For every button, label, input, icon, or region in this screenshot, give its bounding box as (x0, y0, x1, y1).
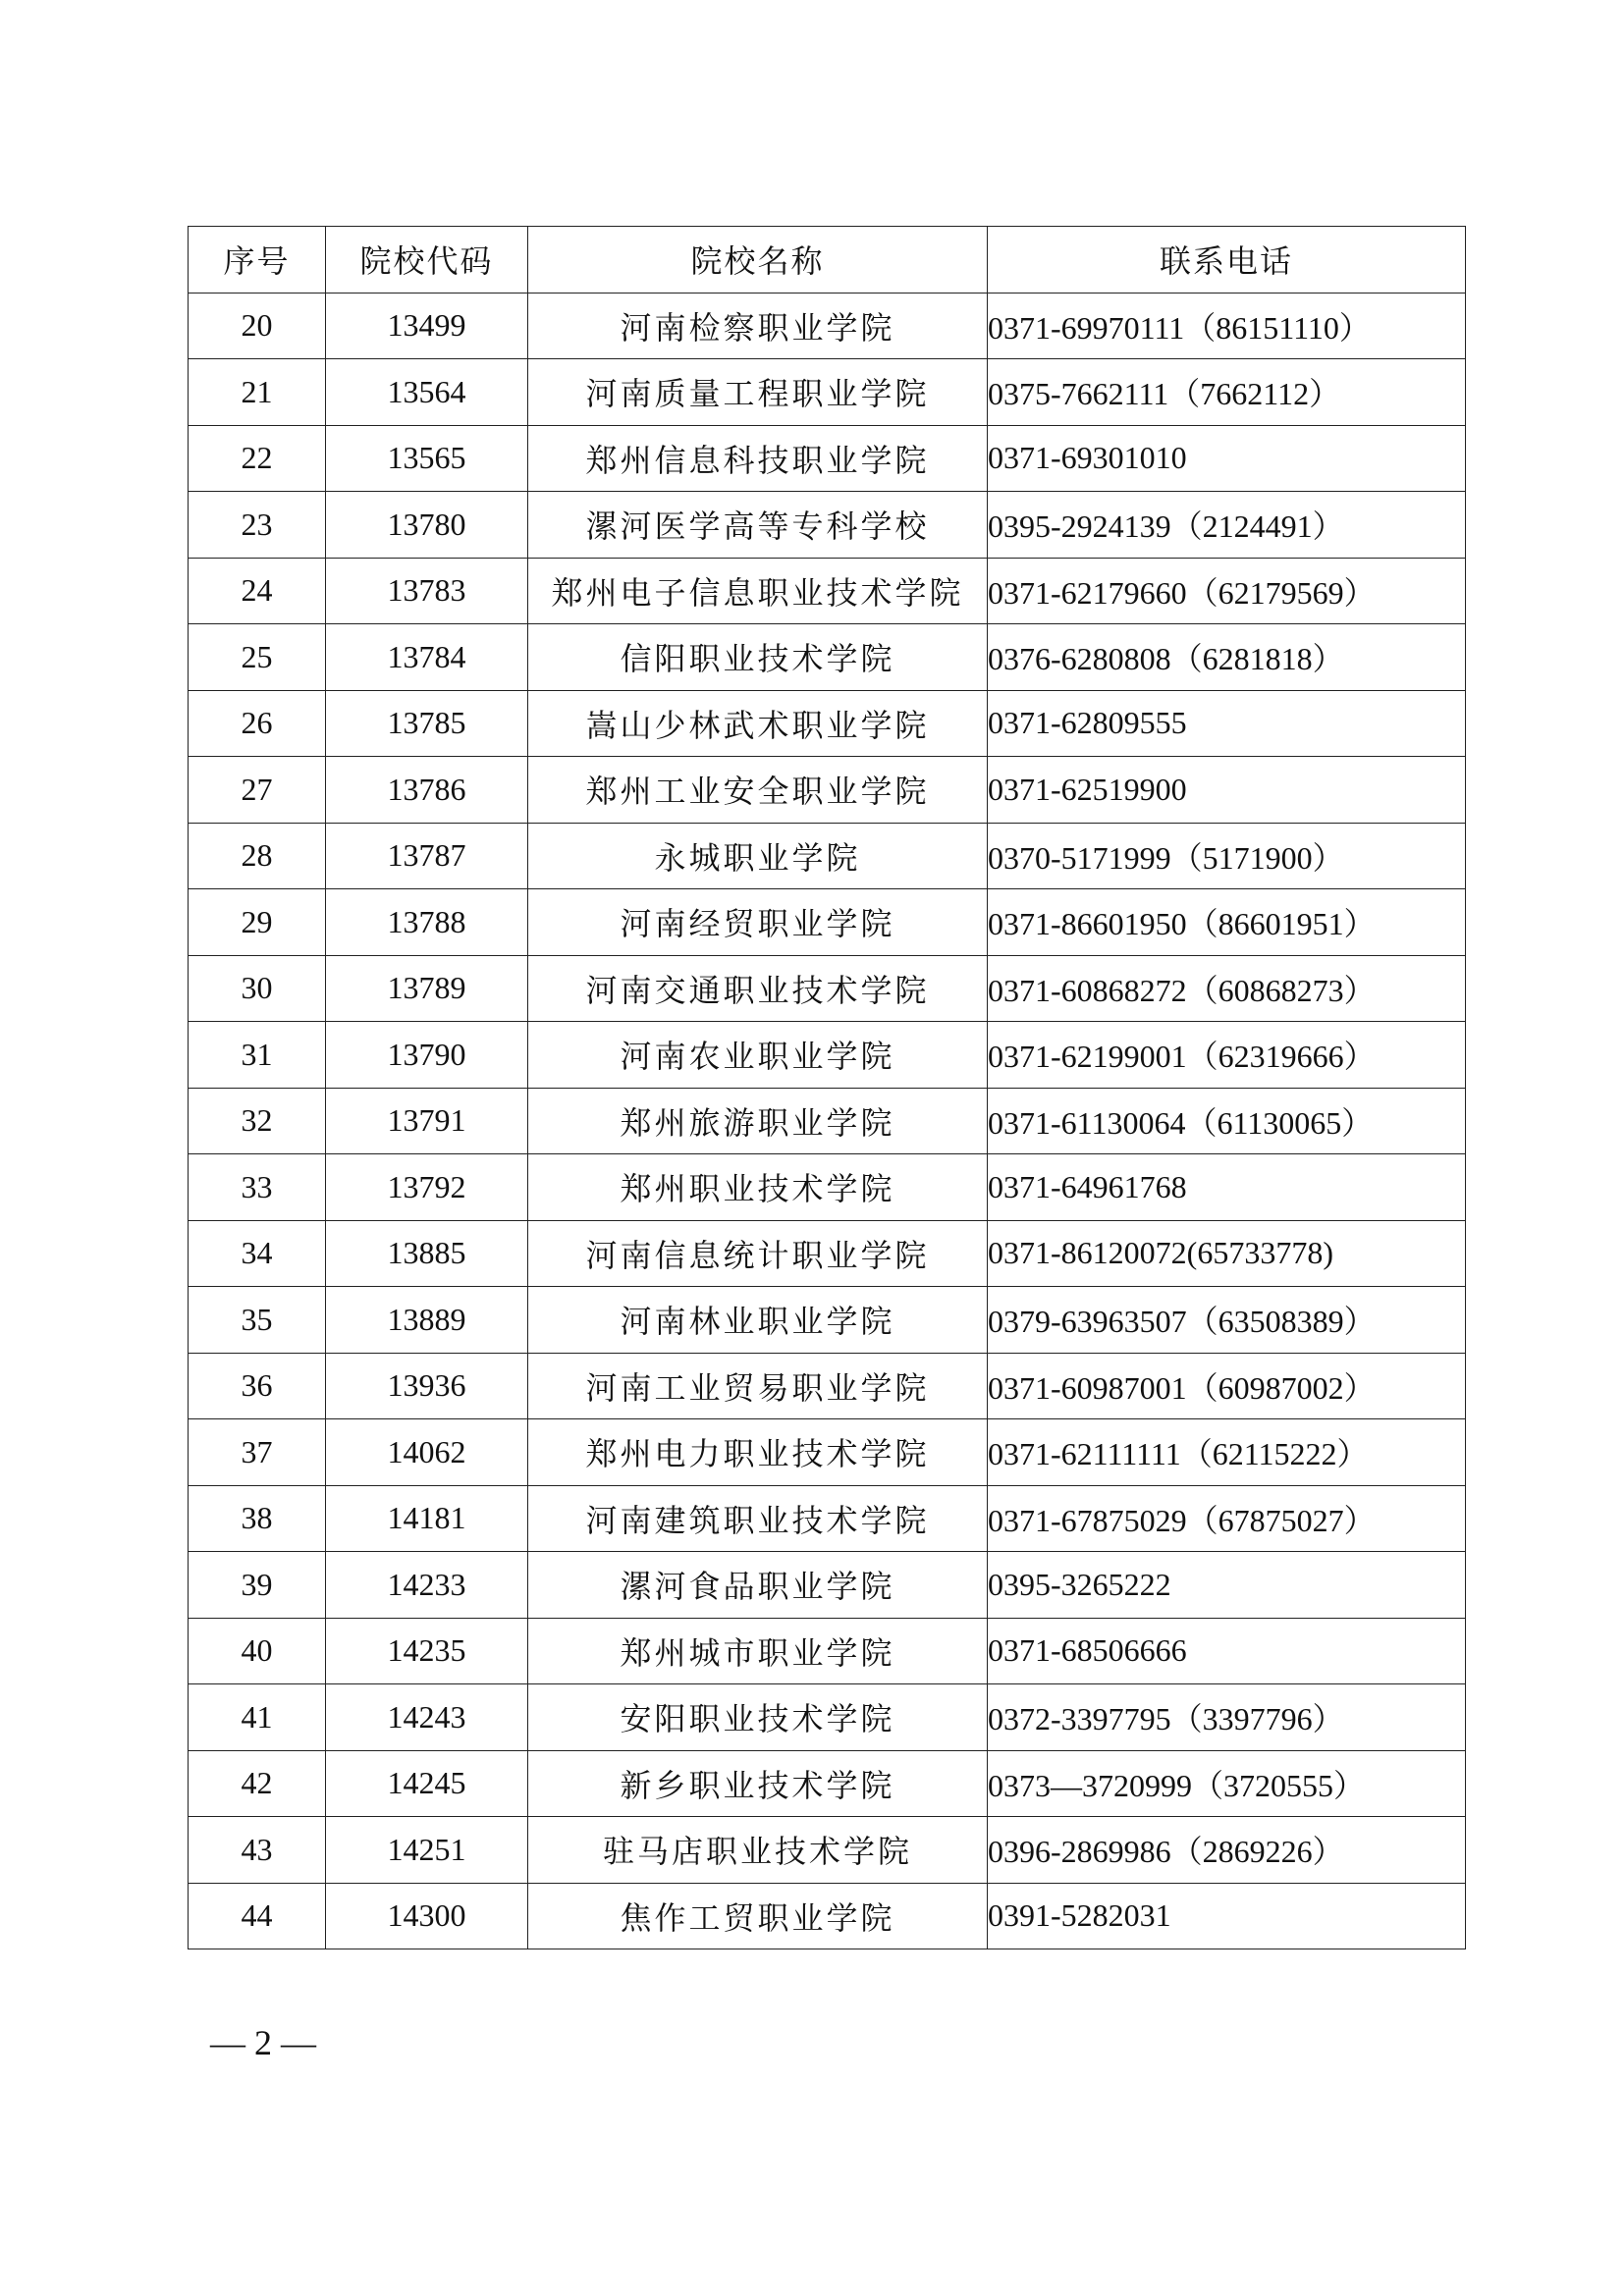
serial-number-cell: 31 (189, 1022, 326, 1089)
serial-number-cell: 22 (189, 425, 326, 492)
table-row (189, 1485, 1466, 1552)
serial-number-cell: 43 (189, 1817, 326, 1884)
serial-number-cell: 40 (189, 1618, 326, 1684)
contact-phone-cell: 0371-69970111（86151110） (988, 293, 1466, 359)
school-name-cell: 河南农业职业学院 (528, 1022, 988, 1089)
school-code-cell: 14300 (326, 1883, 528, 1949)
table-row (189, 293, 1466, 359)
school-name-cell: 郑州信息科技职业学院 (528, 425, 988, 492)
contact-phone-cell: 0371-62111111（62115222） (988, 1419, 1466, 1486)
contact-phone-cell: 0371-64961768 (988, 1154, 1466, 1221)
contact-phone-cell: 0395-2924139（2124491） (988, 492, 1466, 559)
table-row (189, 1088, 1466, 1154)
school-code-cell: 14251 (326, 1817, 528, 1884)
school-name-cell: 河南检察职业学院 (528, 293, 988, 359)
school-code-cell: 13789 (326, 955, 528, 1022)
school-name-cell: 河南建筑职业技术学院 (528, 1485, 988, 1552)
contact-phone-cell: 0371-62199001（62319666） (988, 1022, 1466, 1089)
school-name-cell: 郑州职业技术学院 (528, 1154, 988, 1221)
serial-number-cell: 26 (189, 690, 326, 757)
table-row (189, 1750, 1466, 1817)
header-contact-phone: 联系电话 (988, 227, 1466, 294)
school-name-cell: 郑州旅游职业学院 (528, 1088, 988, 1154)
school-code-cell: 13791 (326, 1088, 528, 1154)
contact-phone-cell: 0373—3720999（3720555） (988, 1750, 1466, 1817)
table-row (189, 1353, 1466, 1419)
school-code-cell: 14243 (326, 1684, 528, 1751)
contact-phone-cell: 0396-2869986（2869226） (988, 1817, 1466, 1884)
table-body (189, 293, 1466, 1949)
table-row (189, 1154, 1466, 1221)
table-row (189, 1684, 1466, 1751)
serial-number-cell: 21 (189, 359, 326, 426)
school-name-cell: 河南林业职业学院 (528, 1287, 988, 1354)
contact-phone-cell: 0379-63963507（63508389） (988, 1287, 1466, 1354)
serial-number-cell: 23 (189, 492, 326, 559)
school-code-cell: 13889 (326, 1287, 528, 1354)
school-code-cell: 13783 (326, 558, 528, 624)
contact-phone-cell: 0371-68506666 (988, 1618, 1466, 1684)
header-serial-number: 序号 (189, 227, 326, 294)
school-code-cell: 13787 (326, 823, 528, 889)
school-code-cell: 13792 (326, 1154, 528, 1221)
school-code-cell: 14233 (326, 1552, 528, 1619)
school-code-cell: 14245 (326, 1750, 528, 1817)
serial-number-cell: 30 (189, 955, 326, 1022)
school-name-cell: 信阳职业技术学院 (528, 624, 988, 691)
serial-number-cell: 37 (189, 1419, 326, 1486)
school-code-cell: 14181 (326, 1485, 528, 1552)
contact-phone-cell: 0371-86601950（86601951） (988, 889, 1466, 956)
school-code-cell: 13499 (326, 293, 528, 359)
table-row (189, 1220, 1466, 1287)
serial-number-cell: 34 (189, 1220, 326, 1287)
school-name-cell: 焦作工贸职业学院 (528, 1883, 988, 1949)
school-name-cell: 漯河食品职业学院 (528, 1552, 988, 1619)
table-row (189, 1817, 1466, 1884)
school-name-cell: 新乡职业技术学院 (528, 1750, 988, 1817)
table-row (189, 1552, 1466, 1619)
header-school-name: 院校名称 (528, 227, 988, 294)
serial-number-cell: 28 (189, 823, 326, 889)
table-row (189, 1618, 1466, 1684)
table-row (189, 823, 1466, 889)
serial-number-cell: 20 (189, 293, 326, 359)
school-name-cell: 河南工业贸易职业学院 (528, 1353, 988, 1419)
table-row (189, 1022, 1466, 1089)
contact-phone-cell: 0371-86120072(65733778) (988, 1220, 1466, 1287)
serial-number-cell: 36 (189, 1353, 326, 1419)
table-row (189, 425, 1466, 492)
serial-number-cell: 24 (189, 558, 326, 624)
school-code-cell: 13564 (326, 359, 528, 426)
school-code-cell: 13784 (326, 624, 528, 691)
school-code-cell: 13565 (326, 425, 528, 492)
school-code-cell: 13786 (326, 757, 528, 824)
serial-number-cell: 39 (189, 1552, 326, 1619)
school-name-cell: 嵩山少林武术职业学院 (528, 690, 988, 757)
contact-phone-cell: 0371-61130064（61130065） (988, 1088, 1466, 1154)
table-row (189, 359, 1466, 426)
serial-number-cell: 41 (189, 1684, 326, 1751)
serial-number-cell: 38 (189, 1485, 326, 1552)
table-row (189, 1883, 1466, 1949)
serial-number-cell: 33 (189, 1154, 326, 1221)
table-row (189, 690, 1466, 757)
school-name-cell: 永城职业学院 (528, 823, 988, 889)
table-row (189, 558, 1466, 624)
serial-number-cell: 25 (189, 624, 326, 691)
serial-number-cell: 35 (189, 1287, 326, 1354)
contact-phone-cell: 0391-5282031 (988, 1883, 1466, 1949)
table-row (189, 624, 1466, 691)
school-code-cell: 13788 (326, 889, 528, 956)
school-code-cell: 13885 (326, 1220, 528, 1287)
school-name-cell: 郑州电子信息职业技术学院 (528, 558, 988, 624)
school-name-cell: 郑州工业安全职业学院 (528, 757, 988, 824)
serial-number-cell: 44 (189, 1883, 326, 1949)
school-code-cell: 13790 (326, 1022, 528, 1089)
school-code-cell: 13780 (326, 492, 528, 559)
school-name-cell: 安阳职业技术学院 (528, 1684, 988, 1751)
school-code-cell: 14062 (326, 1419, 528, 1486)
serial-number-cell: 29 (189, 889, 326, 956)
school-code-cell: 13936 (326, 1353, 528, 1419)
school-name-cell: 驻马店职业技术学院 (528, 1817, 988, 1884)
contact-phone-cell: 0372-3397795（3397796） (988, 1684, 1466, 1751)
school-code-cell: 14235 (326, 1618, 528, 1684)
contact-phone-cell: 0375-7662111（7662112） (988, 359, 1466, 426)
school-name-cell: 河南质量工程职业学院 (528, 359, 988, 426)
table-row (189, 955, 1466, 1022)
serial-number-cell: 42 (189, 1750, 326, 1817)
table-row (189, 889, 1466, 956)
serial-number-cell: 32 (189, 1088, 326, 1154)
school-name-cell: 郑州城市职业学院 (528, 1618, 988, 1684)
contact-phone-cell: 0371-67875029（67875027） (988, 1485, 1466, 1552)
header-school-code: 院校代码 (326, 227, 528, 294)
contact-phone-cell: 0395-3265222 (988, 1552, 1466, 1619)
table-row (189, 1287, 1466, 1354)
school-name-cell: 漯河医学高等专科学校 (528, 492, 988, 559)
table-row (189, 492, 1466, 559)
page-number: — 2 — (210, 2023, 316, 2062)
table-header-row (189, 227, 1466, 294)
school-code-cell: 13785 (326, 690, 528, 757)
contact-phone-cell: 0370-5171999（5171900） (988, 823, 1466, 889)
school-name-cell: 河南信息统计职业学院 (528, 1220, 988, 1287)
contact-phone-cell: 0371-60987001（60987002） (988, 1353, 1466, 1419)
school-name-cell: 河南交通职业技术学院 (528, 955, 988, 1022)
contact-phone-cell: 0376-6280808（6281818） (988, 624, 1466, 691)
school-name-cell: 河南经贸职业学院 (528, 889, 988, 956)
contact-phone-cell: 0371-60868272（60868273） (988, 955, 1466, 1022)
school-name-cell: 郑州电力职业技术学院 (528, 1419, 988, 1486)
serial-number-cell: 27 (189, 757, 326, 824)
contact-phone-cell: 0371-69301010 (988, 425, 1466, 492)
contact-phone-cell: 0371-62809555 (988, 690, 1466, 757)
contact-phone-cell: 0371-62519900 (988, 757, 1466, 824)
table-row (189, 757, 1466, 824)
contact-phone-cell: 0371-62179660（62179569） (988, 558, 1466, 624)
table-row (189, 1419, 1466, 1486)
school-contact-table (188, 226, 1466, 1949)
